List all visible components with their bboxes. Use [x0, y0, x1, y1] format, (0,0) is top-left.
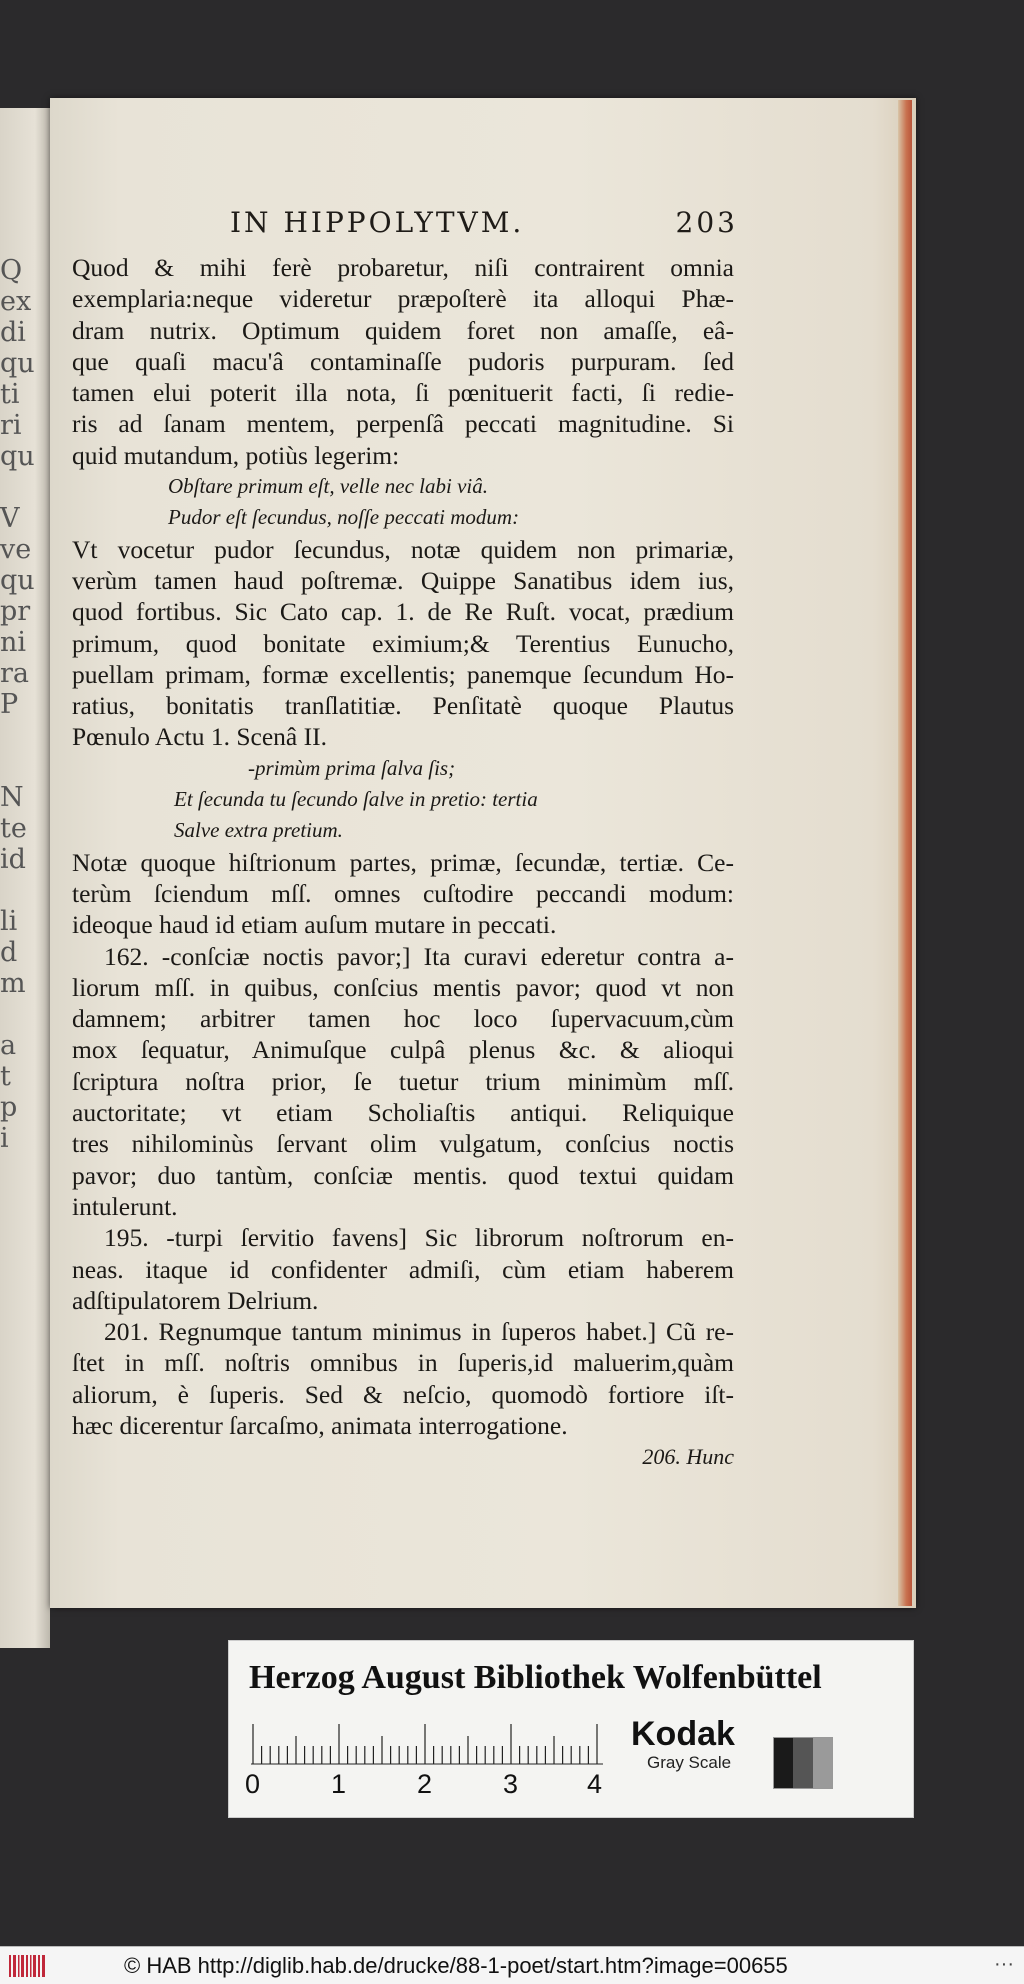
page-header [230, 206, 750, 242]
fragment-line: P [0, 689, 19, 720]
previous-page-fragments [0, 255, 44, 1154]
fragment-line: ra [0, 658, 30, 689]
text-line: verùm tamen haud poſtremæ. Quippe Sanatibus idem ius, [72, 565, 734, 595]
text-line: pavor; duo tantùm, conſciæ mentis. quod textui quidam [72, 1160, 734, 1190]
text-line: 162. -conſciæ noctis pavor;] Ita curavi ederetur contra a- [104, 941, 734, 971]
fragment-line: Q [0, 255, 23, 286]
scale-ruler [251, 1723, 603, 1765]
text-line: puellam primam, formæ excellentis; panemque ſecundum Ho- [72, 659, 734, 689]
kodak-brand: Kodak [631, 1715, 735, 1753]
ruler-number: 2 [417, 1769, 433, 1799]
text-line: mox ſequatur, Animuſque culpâ plenus &c. & alioqui [72, 1035, 734, 1065]
text-line: Obſtare primum eſt, velle nec labi viâ. [168, 474, 488, 499]
text-line: intulerunt. [72, 1191, 178, 1221]
text-line: exemplaria:neque videretur præpoſterè ita alloqui Phæ- [72, 284, 734, 314]
text-line: terùm ſciendum mſſ. omnes cuſtodire peccandi modum: [72, 878, 734, 908]
footer-url-text[interactable]: © HAB http://diglib.hab.de/drucke/88-1-poet/start.htm?image=00655 [124, 1953, 788, 1978]
fragment-line [0, 999, 44, 1030]
fragment-line: id [0, 844, 26, 875]
fragment-line [0, 875, 44, 906]
text-line: aliorum, è ſuperis. Sed & neſcio, quomodò fortiore iſt- [72, 1379, 734, 1409]
fragment-line: ri [0, 410, 22, 441]
fragment-line [0, 720, 44, 751]
text-line: 206. Hunc [642, 1444, 734, 1470]
fragment-line: qu [0, 565, 35, 596]
body-text [72, 252, 734, 1473]
gray-swatch [773, 1737, 833, 1789]
text-line: tres nihilominùs ſervant olim vulgatum, conſcius noctis [72, 1129, 734, 1159]
text-line: ideoque haud id etiam auſum mutare in peccati. [72, 910, 557, 940]
text-line: Pœnulo Actu 1. Scenâ II. [72, 722, 327, 752]
fragment-line: p [0, 1092, 18, 1123]
text-line: hæc dicerentur ſarcaſmo, animata interrogatione. [72, 1410, 568, 1440]
text-line: tamen elui poterit illa nota, ſi pœnituerit facti, ſi redie- [72, 378, 734, 408]
page-number: 203 [675, 206, 738, 239]
fragment-line: qu [0, 348, 35, 379]
fragment-line: i [0, 1123, 9, 1154]
text-line: Quod & mihi ferè probaretur, niſi contrairent omnia [72, 253, 734, 282]
text-line: dram nutrix. Optimum quidem foret non amaſſe, eâ- [72, 315, 734, 345]
ruler-number: 3 [503, 1769, 519, 1799]
ruler-ticks [251, 1723, 603, 1765]
text-line: adſtipulatorem Delrium. [72, 1285, 319, 1315]
fragment-line: pr [0, 596, 31, 627]
fragment-line: te [0, 813, 27, 844]
fragment-line: li [0, 906, 18, 937]
ruler-number: 0 [245, 1769, 261, 1799]
text-line: primum, quod bonitate eximium;& Terentius Eunucho, [72, 628, 734, 658]
fragment-line: ve [0, 534, 32, 565]
more-menu-icon[interactable]: ··· [994, 1953, 1014, 1975]
fragment-line: ex [0, 286, 32, 317]
text-line: neas. itaque id confidenter admiſi, cùm etiam haberem [72, 1254, 734, 1284]
fragment-line: a [0, 1030, 17, 1061]
hab-barcode-logo-icon[interactable] [8, 1953, 46, 1979]
fragment-line: m [0, 968, 26, 999]
text-line: damnem; arbitrer tamen hoc loco ſupervacuum,cùm [72, 1004, 734, 1034]
text-line: ſcriptura noſtra prior, ſe tuetur trium minimùm mſſ. [72, 1066, 734, 1096]
text-line: 195. -turpi ſervitio favens] Sic librorum noſtrorum en- [104, 1223, 734, 1253]
text-line: liorum mſſ. in quibus, conſcius mentis pavor; quod vt non [72, 972, 734, 1002]
text-line: quid mutandum, potiùs legerim: [72, 440, 400, 470]
text-line: Et ſecunda tu ſecundo ſalve in pretio: tertia [174, 787, 538, 812]
text-line: auctoritate; vt etiam Scholiaſtis antiqui. Reliquique [72, 1098, 734, 1128]
text-line: ris ad ſanam mentem, perpenſâ peccati magnitudine. Si [72, 409, 734, 439]
text-line: Vt vocetur pudor ſecundus, notæ quidem non primariæ, [72, 534, 734, 564]
fragment-line: V [0, 503, 20, 534]
text-line: 201. Regnumque tantum minimus in ſuperos habet.] Cũ re- [104, 1317, 734, 1347]
ruler-number: 4 [587, 1769, 603, 1799]
text-line: quod fortibus. Sic Cato cap. 1. de Re Ruſt. vocat, prædium [72, 597, 734, 627]
fragment-line [0, 751, 44, 782]
ruler-number: 1 [331, 1769, 347, 1799]
fragment-line: qu [0, 441, 35, 472]
fragment-line: d [0, 937, 18, 968]
page-fore-edge [898, 100, 912, 1606]
fragment-line: ni [0, 627, 27, 658]
text-line: que quaſi macu'â contaminaſſe pudoris purpuram. ſed [72, 346, 734, 376]
card-title: Herzog August Bibliothek Wolfenbüttel [249, 1659, 822, 1696]
footer-bar [0, 1946, 1024, 1984]
fragment-line: N [0, 782, 24, 813]
text-line: Salve extra pretium. [174, 818, 343, 843]
text-line: ſtet in mſſ. noſtris omnibus in ſuperis,id maluerim,quàm [72, 1348, 734, 1378]
running-title: IN HIPPOLYTVM. [230, 206, 525, 239]
text-line: -primùm prima ſalva ſis; [248, 755, 456, 780]
fragment-line [0, 472, 44, 503]
gray-scale-label: Gray Scale [647, 1753, 732, 1772]
fragment-line: ti [0, 379, 20, 410]
fragment-line: di [0, 317, 26, 348]
fragment-line: t [0, 1061, 11, 1092]
text-line: ratius, bonitatis tranſlatitiæ. Penſitatè quoque Plautus [72, 691, 734, 721]
color-calibration-card [228, 1640, 914, 1818]
text-line: Pudor eſt ſecundus, noſſe peccati modum: [168, 505, 520, 530]
text-line: Notæ quoque hiſtrionum partes, primæ, ſecundæ, tertiæ. Ce- [72, 847, 734, 877]
